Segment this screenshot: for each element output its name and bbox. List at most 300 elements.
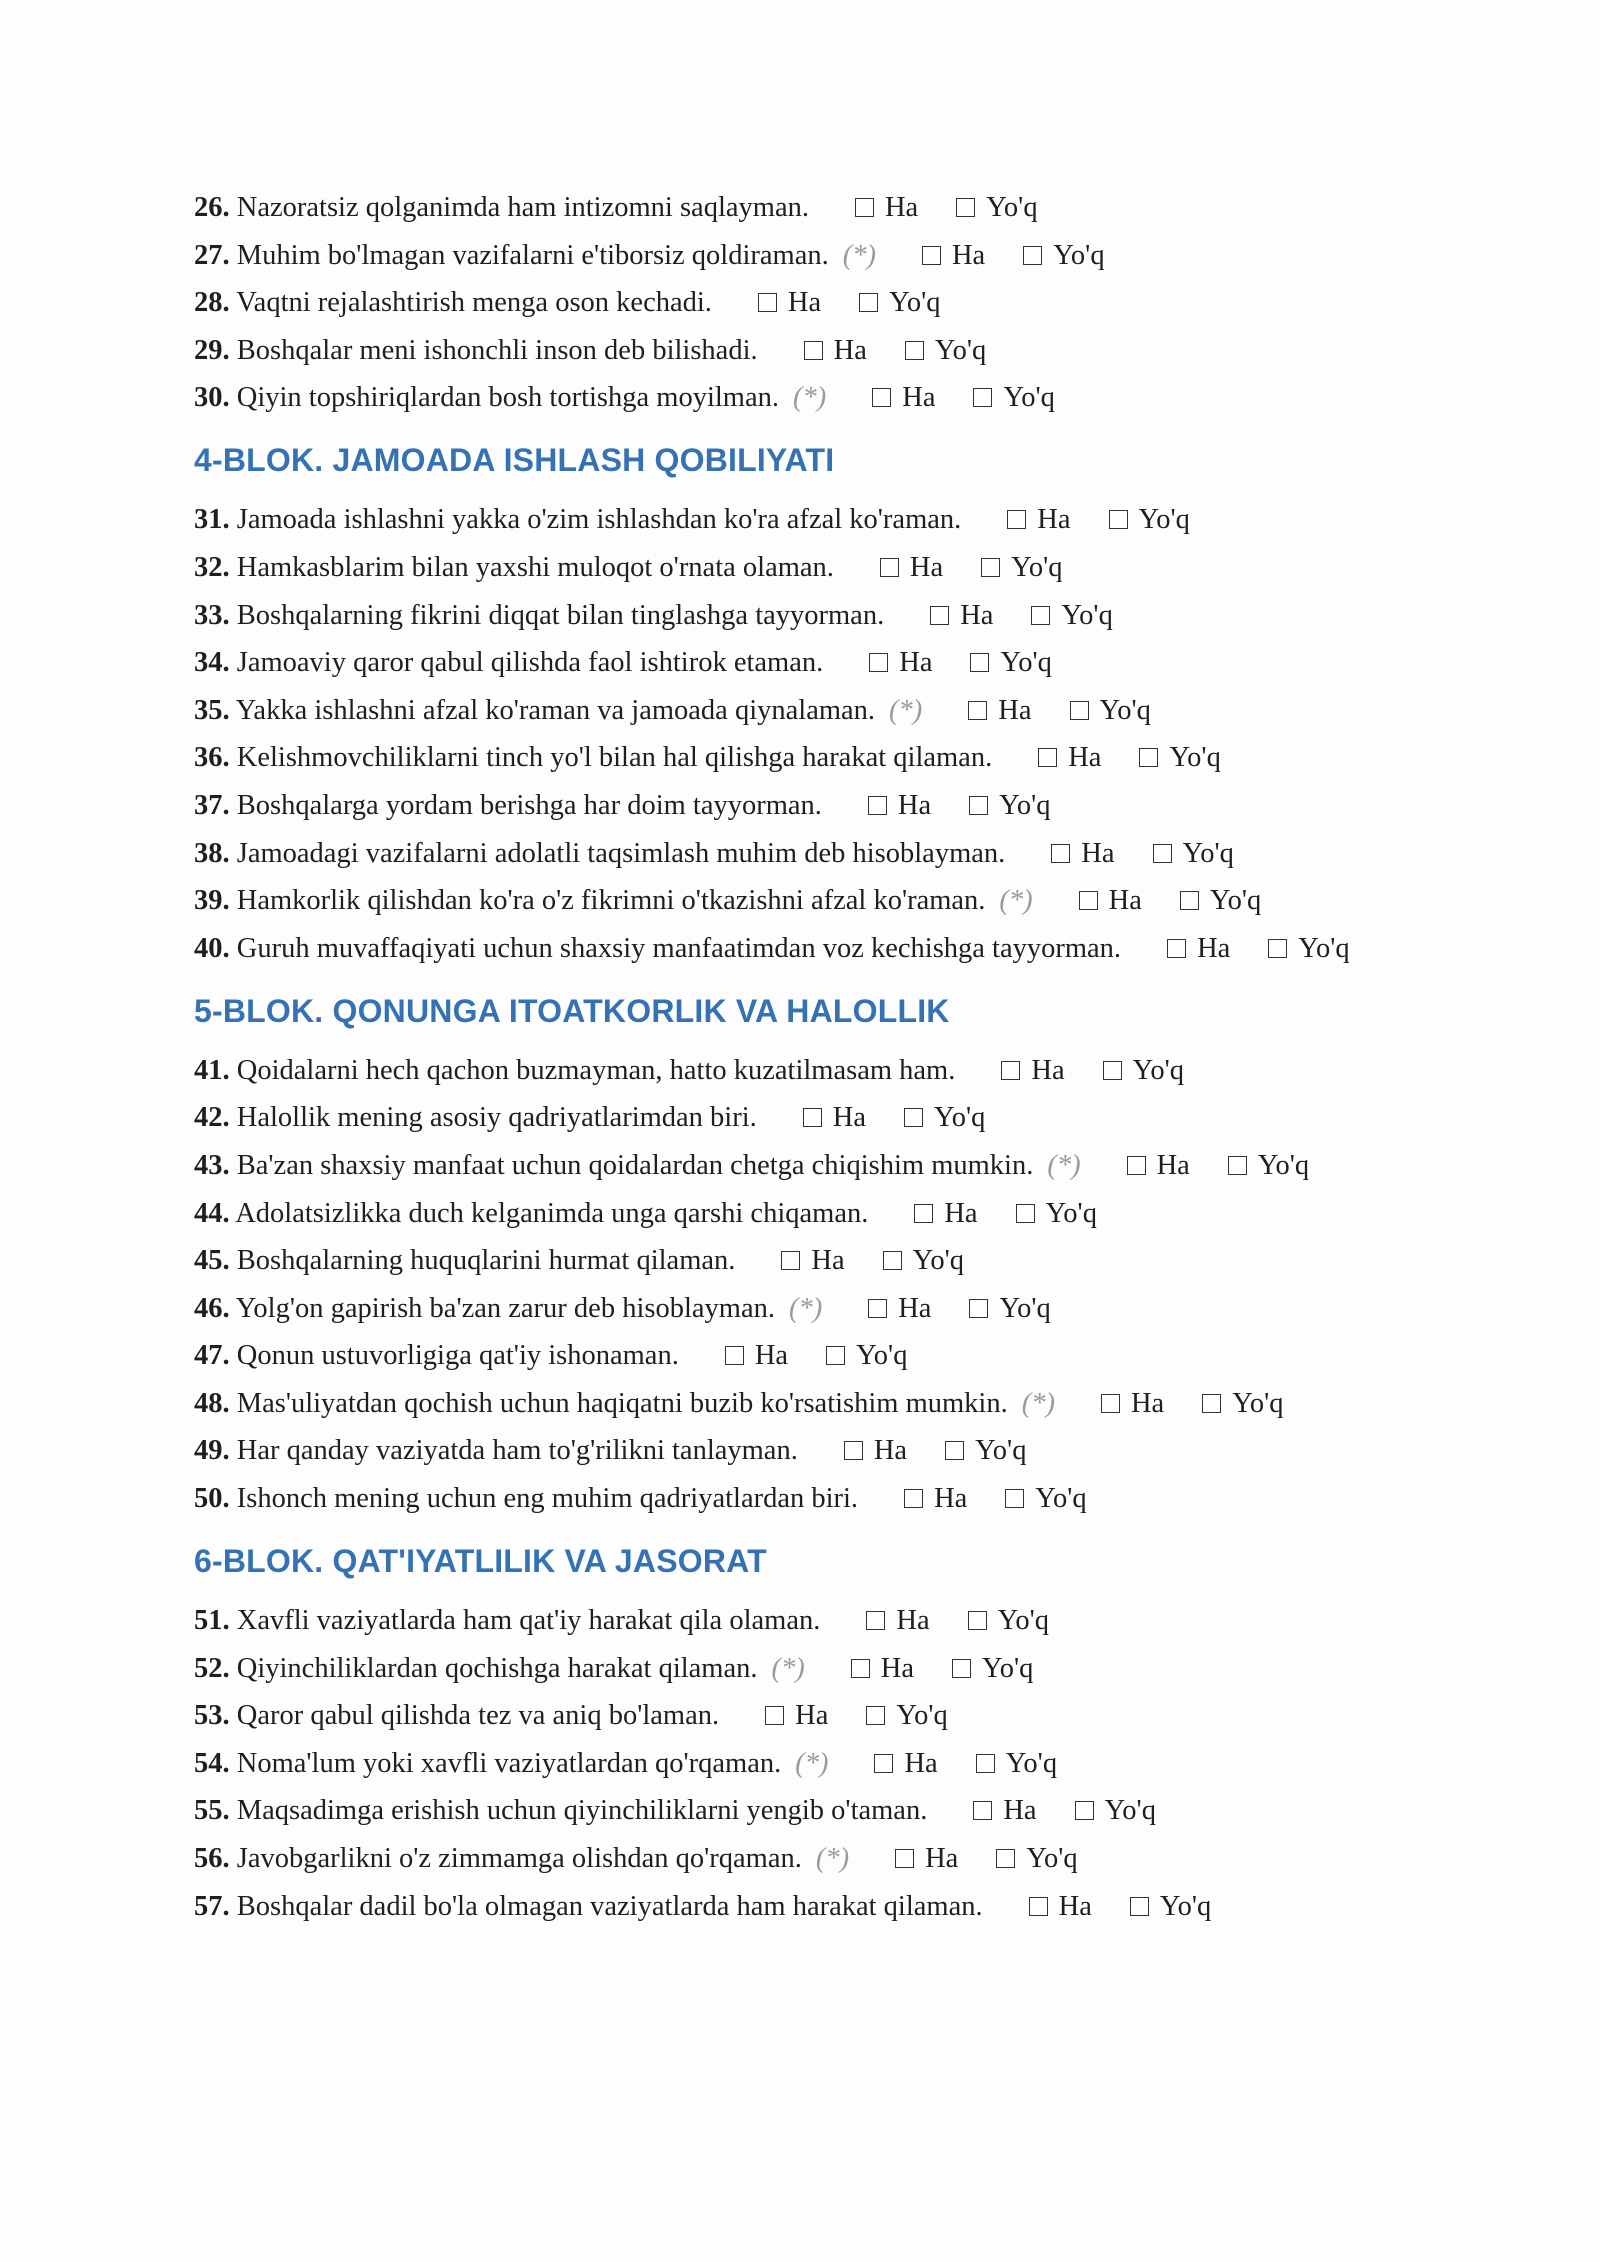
questionnaire-page	[194, 190, 1424, 1936]
yes-option-label: Ha	[754, 1340, 789, 1372]
question-item	[194, 550, 1424, 586]
no-option[interactable]	[859, 287, 940, 318]
no-option-label: Yo'q	[856, 1340, 908, 1372]
checkbox-icon[interactable]	[1101, 1394, 1120, 1413]
checkbox-icon[interactable]	[968, 1611, 987, 1630]
question-text: Qonun ustuvorligiga qat'iy ishonaman.	[236, 1340, 679, 1372]
no-option-label: Yo'q	[889, 287, 941, 319]
no-option-label: Yo'q	[1104, 1795, 1156, 1827]
yes-option[interactable]	[855, 192, 918, 223]
no-option[interactable]	[945, 1435, 1026, 1466]
checkbox-icon[interactable]	[1007, 510, 1026, 529]
question-number: 43.	[194, 1149, 230, 1181]
question-number: 35.	[194, 694, 230, 726]
yes-option[interactable]	[851, 1653, 914, 1684]
no-option[interactable]	[883, 1245, 964, 1276]
question-text: Xavfli vaziyatlarda ham qat'iy harakat qila olaman.	[236, 1605, 821, 1637]
question-item	[194, 1651, 1424, 1687]
checkbox-icon[interactable]	[874, 1754, 893, 1773]
question-number: 33.	[194, 599, 230, 631]
checkbox-icon[interactable]	[1075, 1801, 1094, 1820]
yes-option-label: Ha	[1081, 837, 1115, 869]
yes-option-label: Ha	[897, 789, 932, 821]
question-number: 36.	[194, 742, 230, 774]
yes-option[interactable]	[1127, 1150, 1190, 1181]
question-text: Qiyin topshiriqlardan bosh tortishga moyilman.	[236, 382, 779, 414]
no-option[interactable]	[1130, 1891, 1211, 1922]
yes-option[interactable]	[1038, 742, 1101, 773]
yes-option-label: Ha	[884, 192, 919, 223]
question-text: Yakka ishlashni afzal ko'raman va jamoada qiynalaman.	[235, 694, 876, 726]
question-number: 29.	[194, 334, 230, 366]
checkbox-icon[interactable]	[872, 388, 891, 407]
question-item	[194, 238, 1424, 274]
reverse-scored-marker: (*)	[795, 1747, 829, 1779]
question-text: Qaror qabul qilishda tez va aniq bo'laman.	[236, 1700, 720, 1732]
no-option[interactable]	[1109, 504, 1190, 535]
yes-option[interactable]	[868, 1293, 931, 1324]
checkbox-icon[interactable]	[968, 701, 987, 720]
checkbox-icon[interactable]	[1268, 939, 1287, 958]
no-option-label: Yo'q	[997, 1605, 1049, 1637]
question-item	[194, 931, 1424, 967]
question-text: Maqsadimga erishish uchun qiyinchiliklarni yengib o'taman.	[236, 1795, 928, 1827]
no-option[interactable]	[976, 1748, 1057, 1779]
no-option[interactable]	[969, 790, 1050, 821]
no-option-label: Yo'q	[1011, 551, 1063, 583]
yes-option-label: Ha	[1130, 1387, 1165, 1419]
checkbox-icon[interactable]	[765, 1706, 784, 1725]
yes-option[interactable]	[1101, 1388, 1164, 1419]
checkbox-icon[interactable]	[859, 293, 878, 312]
yes-option[interactable]	[874, 1748, 937, 1779]
reverse-scored-marker: (*)	[788, 1292, 823, 1324]
yes-option-label: Ha	[899, 647, 933, 679]
checkbox-icon[interactable]	[725, 1346, 744, 1365]
no-option-label: Yo'q	[1003, 382, 1055, 414]
checkbox-icon[interactable]	[1029, 1897, 1048, 1916]
yes-option[interactable]	[803, 1102, 866, 1133]
question-item	[194, 693, 1424, 729]
no-option[interactable]	[1070, 695, 1151, 726]
checkbox-icon[interactable]	[1031, 606, 1050, 625]
reverse-scored-marker: (*)	[815, 1843, 850, 1875]
checkbox-icon[interactable]	[1023, 246, 1042, 265]
question-item	[194, 1889, 1424, 1925]
question-text: Boshqalar dadil bo'la olmagan vaziyatlarda ham harakat qilaman.	[236, 1890, 983, 1922]
no-option-label: Yo'q	[1061, 599, 1113, 631]
yes-option[interactable]	[973, 1795, 1036, 1826]
checkbox-icon[interactable]	[930, 606, 949, 625]
question-text: Kelishmovchiliklarni tinch yo'l bilan hal qilishga harakat qilaman.	[236, 742, 993, 774]
checkbox-icon[interactable]	[1202, 1394, 1221, 1413]
yes-option[interactable]	[880, 552, 943, 583]
yes-option[interactable]	[758, 287, 821, 318]
checkbox-icon[interactable]	[952, 1659, 971, 1678]
checkbox-icon[interactable]	[1005, 1489, 1024, 1508]
yes-option[interactable]	[968, 695, 1031, 726]
checkbox-icon[interactable]	[914, 1204, 933, 1223]
checkbox-icon[interactable]	[969, 1299, 988, 1318]
no-option[interactable]	[996, 1843, 1077, 1874]
yes-option[interactable]	[872, 382, 935, 413]
yes-option-label: Ha	[1068, 742, 1102, 774]
checkbox-icon[interactable]	[970, 653, 989, 672]
question-number: 50.	[194, 1483, 230, 1515]
question-text: Jamoadagi vazifalarni adolatli taqsimlash muhim deb hisoblayman.	[236, 837, 1006, 869]
checkbox-icon[interactable]	[1079, 891, 1098, 910]
checkbox-icon[interactable]	[956, 198, 975, 217]
no-option-label: Yo'q	[999, 789, 1051, 821]
reverse-scored-marker: (*)	[999, 885, 1033, 917]
question-number: 31.	[194, 504, 230, 536]
no-option[interactable]	[973, 382, 1054, 413]
no-option[interactable]	[904, 1102, 985, 1133]
no-option[interactable]	[826, 1340, 907, 1371]
no-option[interactable]	[1075, 1795, 1156, 1826]
question-number: 42.	[194, 1102, 230, 1134]
checkbox-icon[interactable]	[973, 1801, 992, 1820]
checkbox-icon[interactable]	[826, 1346, 845, 1365]
checkbox-icon[interactable]	[1153, 844, 1172, 863]
no-option[interactable]	[968, 1605, 1049, 1636]
question-text: Yolg'on gapirish ba'zan zarur deb hisoblayman.	[235, 1292, 775, 1324]
yes-option[interactable]	[725, 1340, 788, 1371]
no-option-label: Yo'q	[1053, 239, 1105, 271]
question-item	[194, 1481, 1424, 1517]
yes-option-label: Ha	[1108, 885, 1142, 917]
checkbox-icon[interactable]	[883, 1251, 902, 1270]
yes-option[interactable]	[868, 790, 931, 821]
question-number: 34.	[194, 647, 230, 679]
checkbox-icon[interactable]	[904, 1489, 923, 1508]
no-option[interactable]	[952, 1653, 1033, 1684]
checkbox-icon[interactable]	[868, 796, 887, 815]
no-option-label: Yo'q	[981, 1652, 1034, 1684]
no-option-label: Yo'q	[1257, 1149, 1310, 1181]
question-item	[194, 1603, 1424, 1639]
yes-option[interactable]	[844, 1435, 907, 1466]
question-item	[194, 1841, 1424, 1877]
yes-option-label: Ha	[902, 382, 936, 414]
checkbox-icon[interactable]	[969, 796, 988, 815]
no-option[interactable]	[866, 1700, 947, 1731]
no-option-label: Yo'q	[912, 1245, 965, 1277]
question-number: 38.	[194, 837, 230, 869]
question-number: 47.	[194, 1340, 230, 1372]
no-option-label: Yo'q	[1026, 1843, 1078, 1875]
no-option-label: Yo'q	[1099, 694, 1151, 726]
yes-option-label: Ha	[1197, 932, 1231, 964]
no-option[interactable]	[1180, 885, 1261, 916]
checkbox-icon[interactable]	[880, 558, 899, 577]
yes-option[interactable]	[1029, 1891, 1092, 1922]
question-item	[194, 836, 1424, 872]
question-number: 27.	[194, 239, 230, 271]
yes-option-label: Ha	[925, 1843, 959, 1875]
question-number: 45.	[194, 1245, 230, 1277]
question-item	[194, 1386, 1424, 1422]
checkbox-icon[interactable]	[1001, 1061, 1020, 1080]
yes-option-label: Ha	[880, 1652, 914, 1684]
question-item	[194, 1243, 1424, 1279]
question-item	[194, 598, 1424, 634]
checkbox-icon[interactable]	[1127, 1156, 1146, 1175]
no-option-label: Yo'q	[896, 1700, 948, 1732]
question-item	[194, 1196, 1424, 1232]
yes-option[interactable]	[895, 1843, 958, 1874]
no-option[interactable]	[1103, 1055, 1184, 1086]
yes-option[interactable]	[1167, 933, 1230, 964]
reverse-scored-marker: (*)	[793, 382, 827, 414]
question-text: Noma'lum yoki xavfli vaziyatlardan qo'rqaman.	[236, 1747, 782, 1779]
question-text: Qoidalarni hech qachon buzmayman, hatto kuzatilmasam ham.	[236, 1054, 956, 1086]
yes-option-label: Ha	[833, 334, 867, 366]
question-number: 41.	[194, 1054, 230, 1086]
checkbox-icon[interactable]	[1180, 891, 1199, 910]
question-text: Muhim bo'lmagan vazifalarni e'tiborsiz qoldiraman.	[236, 239, 829, 271]
question-number: 52.	[194, 1652, 230, 1684]
yes-option-label: Ha	[1058, 1890, 1092, 1922]
checkbox-icon[interactable]	[1228, 1156, 1247, 1175]
no-option-label: Yo'q	[1138, 504, 1190, 536]
checkbox-icon[interactable]	[781, 1251, 800, 1270]
yes-option[interactable]	[930, 600, 993, 631]
no-option[interactable]	[1268, 933, 1349, 964]
question-item	[194, 502, 1424, 538]
no-option[interactable]	[956, 192, 1037, 223]
no-option-label: Yo'q	[986, 192, 1038, 223]
question-text: Ba'zan shaxsiy manfaat uchun qoidalardan chetga chiqishim mumkin.	[236, 1149, 1034, 1181]
reverse-scored-marker: (*)	[842, 239, 876, 271]
question-item	[194, 1433, 1424, 1469]
no-option[interactable]	[981, 552, 1062, 583]
no-option-label: Yo'q	[975, 1435, 1027, 1467]
yes-option-label: Ha	[951, 239, 986, 271]
question-number: 32.	[194, 551, 230, 583]
checkbox-icon[interactable]	[973, 388, 992, 407]
question-item	[194, 883, 1424, 919]
no-option-label: Yo'q	[1169, 742, 1221, 774]
checkbox-icon[interactable]	[851, 1659, 870, 1678]
reverse-scored-marker: (*)	[889, 694, 923, 726]
yes-option-label: Ha	[998, 694, 1032, 726]
no-option-label: Yo'q	[934, 334, 987, 366]
checkbox-icon[interactable]	[866, 1611, 885, 1630]
yes-option-label: Ha	[898, 1292, 932, 1324]
question-item	[194, 1746, 1424, 1782]
question-number: 39.	[194, 885, 230, 917]
yes-option-label: Ha	[1003, 1795, 1037, 1827]
question-item	[194, 1053, 1424, 1089]
question-text: Vaqtni rejalashtirish menga oson kechadi.	[236, 287, 712, 319]
yes-option-label: Ha	[909, 551, 944, 583]
checkbox-icon[interactable]	[1167, 939, 1186, 958]
no-option[interactable]	[969, 1293, 1050, 1324]
checkbox-icon[interactable]	[1070, 701, 1089, 720]
question-item	[194, 1338, 1424, 1374]
no-option[interactable]	[1202, 1388, 1283, 1419]
question-text: Nazoratsiz qolganimda ham intizomni saqlayman.	[236, 192, 809, 223]
question-number: 49.	[194, 1435, 230, 1467]
question-number: 26.	[194, 192, 230, 223]
checkbox-icon[interactable]	[1109, 510, 1128, 529]
question-number: 57.	[194, 1890, 230, 1922]
checkbox-icon[interactable]	[1139, 748, 1158, 767]
checkbox-icon[interactable]	[905, 341, 924, 360]
question-number: 56.	[194, 1843, 230, 1875]
checkbox-icon[interactable]	[945, 1441, 964, 1460]
question-text: Hamkasblarim bilan yaxshi muloqot o'rnata olaman.	[236, 551, 834, 583]
no-option[interactable]	[1228, 1150, 1309, 1181]
checkbox-icon[interactable]	[904, 1108, 923, 1127]
yes-option[interactable]	[781, 1245, 844, 1276]
checkbox-icon[interactable]	[1016, 1204, 1035, 1223]
question-item	[194, 1100, 1424, 1136]
yes-option[interactable]	[765, 1700, 828, 1731]
checkbox-icon[interactable]	[922, 246, 941, 265]
checkbox-icon[interactable]	[1038, 748, 1057, 767]
question-text: Boshqalarning fikrini diqqat bilan tinglashga tayyorman.	[236, 599, 885, 631]
question-item	[194, 380, 1424, 416]
checkbox-icon[interactable]	[803, 1108, 822, 1127]
question-text: Halollik mening asosiy qadriyatlarimdan biri.	[236, 1102, 757, 1134]
yes-option-label: Ha	[873, 1435, 908, 1467]
yes-option-label: Ha	[904, 1747, 938, 1779]
question-text: Boshqalarga yordam berishga har doim tayyorman.	[236, 789, 822, 821]
no-option[interactable]	[1005, 1483, 1086, 1514]
no-option-label: Yo'q	[1232, 1387, 1284, 1419]
yes-option-label: Ha	[896, 1605, 930, 1637]
checkbox-icon[interactable]	[855, 198, 874, 217]
checkbox-icon[interactable]	[976, 1754, 995, 1773]
yes-option-label: Ha	[811, 1245, 845, 1277]
checkbox-icon[interactable]	[996, 1849, 1015, 1868]
question-item	[194, 333, 1424, 369]
yes-option-label: Ha	[1037, 504, 1071, 536]
no-option-label: Yo'q	[1045, 1197, 1097, 1229]
question-text: Jamoaviy qaror qabul qilishda faol ishtirok etaman.	[236, 647, 824, 679]
yes-option[interactable]	[904, 1483, 967, 1514]
question-text: Adolatsizlikka duch kelganimda unga qarshi chiqaman.	[235, 1197, 869, 1229]
no-option-label: Yo'q	[1182, 837, 1234, 869]
checkbox-icon[interactable]	[1103, 1061, 1122, 1080]
question-item	[194, 1148, 1424, 1184]
question-number: 44.	[194, 1197, 230, 1229]
question-text: Hamkorlik qilishdan ko'ra o'z fikrimni o'tkazishni afzal ko'raman.	[236, 885, 986, 917]
no-option[interactable]	[1139, 742, 1220, 773]
question-text: Boshqalar meni ishonchli inson deb bilishadi.	[236, 334, 758, 366]
question-item	[194, 1291, 1424, 1327]
no-option-label: Yo'q	[1035, 1483, 1087, 1515]
block-title: 6-BLOK. QAT'IYATLILIK VA JASORAT	[194, 1543, 767, 1580]
no-option[interactable]	[905, 335, 986, 366]
yes-option-label: Ha	[1156, 1149, 1190, 1181]
no-option[interactable]	[1023, 240, 1104, 271]
yes-option[interactable]	[1007, 504, 1070, 535]
question-number: 54.	[194, 1747, 230, 1779]
checkbox-icon[interactable]	[1130, 1897, 1149, 1916]
no-option[interactable]	[1153, 838, 1234, 869]
question-number: 48.	[194, 1387, 230, 1419]
question-text: Mas'uliyatdan qochish uchun haqiqatni buzib ko'rsatishim mumkin.	[236, 1387, 1008, 1419]
question-item	[194, 740, 1424, 776]
question-number: 40.	[194, 932, 230, 964]
checkbox-icon[interactable]	[869, 653, 888, 672]
yes-option[interactable]	[914, 1198, 977, 1229]
yes-option[interactable]	[922, 240, 985, 271]
yes-option-label: Ha	[960, 599, 994, 631]
question-number: 28.	[194, 287, 230, 319]
checkbox-icon[interactable]	[844, 1441, 863, 1460]
no-option-label: Yo'q	[1159, 1890, 1212, 1922]
no-option-label: Yo'q	[934, 1102, 986, 1134]
question-item	[194, 1698, 1424, 1734]
checkbox-icon[interactable]	[804, 341, 823, 360]
question-text: Guruh muvaffaqiyati uchun shaxsiy manfaatimdan voz kechishga tayyorman.	[236, 932, 1122, 964]
question-number: 37.	[194, 789, 230, 821]
question-number: 46.	[194, 1292, 230, 1324]
reverse-scored-marker: (*)	[1021, 1387, 1055, 1419]
reverse-scored-marker: (*)	[771, 1652, 805, 1684]
yes-option[interactable]	[866, 1605, 929, 1636]
no-option-label: Yo'q	[999, 1292, 1051, 1324]
no-option[interactable]	[970, 647, 1051, 678]
checkbox-icon[interactable]	[758, 293, 777, 312]
reverse-scored-marker: (*)	[1047, 1149, 1081, 1181]
checkbox-icon[interactable]	[866, 1706, 885, 1725]
question-item	[194, 788, 1424, 824]
checkbox-icon[interactable]	[981, 558, 1000, 577]
block-title: 4-BLOK. JAMOADA ISHLASH QOBILIYATI	[194, 442, 835, 479]
yes-option[interactable]	[1079, 885, 1142, 916]
question-item	[194, 190, 1424, 226]
question-text: Jamoada ishlashni yakka o'zim ishlashdan ko'ra afzal ko'raman.	[236, 504, 962, 536]
question-text: Boshqalarning huquqlarini hurmat qilaman.	[236, 1245, 736, 1277]
checkbox-icon[interactable]	[868, 1299, 887, 1318]
no-option-label: Yo'q	[1132, 1054, 1184, 1086]
question-text: Ishonch mening uchun eng muhim qadriyatlardan biri.	[236, 1483, 859, 1515]
question-item	[194, 1793, 1424, 1829]
yes-option[interactable]	[869, 647, 932, 678]
question-text: Javobgarlikni o'z zimmamga olishdan qo'rqaman.	[236, 1843, 802, 1875]
yes-option-label: Ha	[795, 1700, 829, 1732]
yes-option[interactable]	[804, 335, 867, 366]
no-option[interactable]	[1016, 1198, 1097, 1229]
checkbox-icon[interactable]	[1051, 844, 1070, 863]
no-option-label: Yo'q	[1298, 932, 1350, 964]
no-option-label: Yo'q	[1000, 647, 1052, 679]
question-number: 53.	[194, 1700, 230, 1732]
question-text: Qiyinchiliklardan qochishga harakat qilaman.	[236, 1652, 758, 1684]
no-option-label: Yo'q	[1005, 1747, 1058, 1779]
block-title: 5-BLOK. QONUNGA ITOATKORLIK VA HALOLLIK	[194, 992, 950, 1029]
yes-option-label: Ha	[944, 1197, 978, 1229]
yes-option-label: Ha	[787, 287, 822, 319]
yes-option-label: Ha	[832, 1102, 866, 1134]
question-item	[194, 645, 1424, 681]
no-option-label: Yo'q	[1209, 885, 1262, 917]
yes-option-label: Ha	[1031, 1054, 1065, 1086]
question-number: 30.	[194, 382, 230, 414]
yes-option-label: Ha	[934, 1483, 968, 1515]
question-item	[194, 285, 1424, 321]
yes-option[interactable]	[1051, 838, 1114, 869]
question-number: 51.	[194, 1605, 230, 1637]
yes-option[interactable]	[1001, 1055, 1064, 1086]
checkbox-icon[interactable]	[895, 1849, 914, 1868]
no-option[interactable]	[1031, 600, 1112, 631]
